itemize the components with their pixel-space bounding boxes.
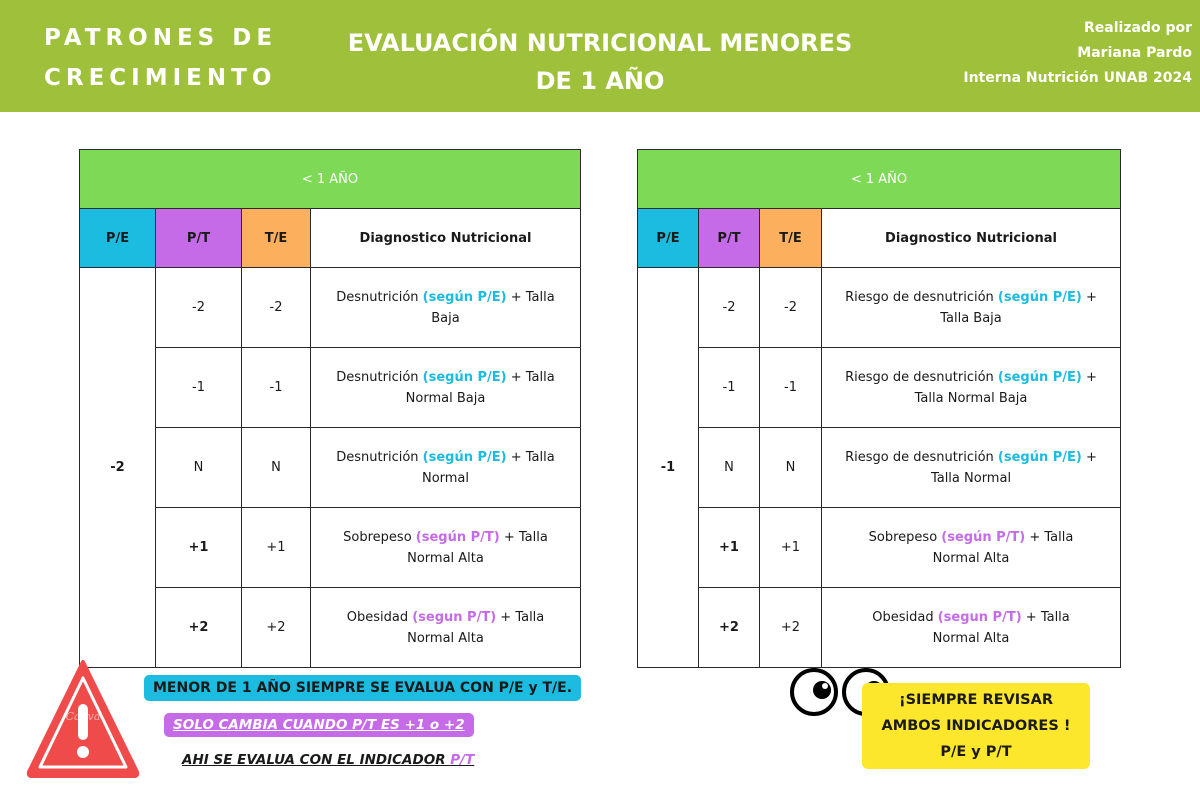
diagnosis-text-mid: + <box>1081 289 1097 305</box>
header-pe: P/E <box>80 209 156 268</box>
diagnosis-criterion: (según P/T) <box>415 529 500 545</box>
diagnosis-text-post: Normal Alta <box>932 550 1010 566</box>
diagnosis-criterion: (según P/E) <box>997 289 1082 305</box>
diagnosis-text: Desnutrición <box>336 289 423 305</box>
diagnosis-text-post: Normal <box>421 470 470 486</box>
page-title-line-2: DE 1 AÑO <box>535 67 665 95</box>
nutrition-table-left <box>79 149 581 668</box>
diagnosis-text: Obesidad <box>872 609 938 625</box>
brand-line-1: PATRONES DE <box>44 25 278 51</box>
diagnosis-text: Sobrepeso <box>868 529 942 545</box>
reminder-note <box>862 683 1090 769</box>
diagnosis-text-mid: + Talla <box>506 449 555 465</box>
credit-line-1: Realizado por <box>1084 20 1192 36</box>
table-row <box>638 348 1121 428</box>
nutrition-table-right <box>637 149 1121 668</box>
header-diagnosis: Diagnostico Nutricional <box>822 209 1121 268</box>
te-value-cell: -1 <box>760 348 822 428</box>
diagnosis-text-mid: + Talla <box>499 529 548 545</box>
table-row <box>80 588 581 668</box>
rule-indicator-accent: P/T <box>450 752 475 768</box>
diagnosis-cell <box>311 348 581 428</box>
diagnosis-text-mid: + Talla <box>506 289 555 305</box>
diagnosis-text-mid: + Talla <box>1021 609 1070 625</box>
table-row <box>80 508 581 588</box>
header-banner <box>0 0 1200 112</box>
diagnosis-cell <box>822 588 1121 668</box>
diagnosis-cell <box>311 508 581 588</box>
reminder-line-3: P/E y P/T <box>940 744 1012 760</box>
pt-value-cell: -1 <box>699 348 760 428</box>
table-row <box>80 268 581 348</box>
diagnosis-cell <box>822 268 1121 348</box>
diagnosis-criterion: (según P/E) <box>422 289 507 305</box>
diagnosis-cell <box>311 268 581 348</box>
te-value-cell: -2 <box>760 268 822 348</box>
page-title-line-1: EVALUACIÓN NUTRICIONAL MENORES <box>347 29 853 57</box>
rule-indicator-note <box>182 752 474 768</box>
diagnosis-text-mid: + Talla <box>1025 529 1074 545</box>
pe-value-cell: -1 <box>638 268 699 668</box>
header-te: T/E <box>242 209 311 268</box>
diagnosis-text: Riesgo de desnutrición <box>845 369 998 385</box>
diagnosis-text: Desnutrición <box>336 369 423 385</box>
te-value-cell: +1 <box>760 508 822 588</box>
te-value-cell: +2 <box>760 588 822 668</box>
header-diagnosis: Diagnostico Nutricional <box>311 209 581 268</box>
header-pt: P/T <box>699 209 760 268</box>
pt-value-cell: +1 <box>699 508 760 588</box>
pt-value-cell: -1 <box>156 348 242 428</box>
diagnosis-text-mid: + Talla <box>506 369 555 385</box>
table-row <box>638 428 1121 508</box>
diagnosis-text-post: Talla Baja <box>940 310 1002 326</box>
diagnosis-criterion: (segun P/T) <box>937 609 1022 625</box>
te-value-cell: -2 <box>242 268 311 348</box>
diagnosis-text: Riesgo de desnutrición <box>845 289 998 305</box>
diagnosis-text-post: Normal Alta <box>407 550 484 566</box>
credit-line-2: Mariana Pardo <box>1077 45 1192 61</box>
te-value-cell: +1 <box>242 508 311 588</box>
page-title <box>320 24 880 100</box>
diagnosis-criterion: (según P/T) <box>941 529 1026 545</box>
brand-line-2: CRECIMIENTO <box>44 65 277 91</box>
header-pe: P/E <box>638 209 699 268</box>
header-te: T/E <box>760 209 822 268</box>
reminder-line-1: ¡SIEMPRE REVISAR <box>898 692 1054 708</box>
pt-value-cell: N <box>699 428 760 508</box>
diagnosis-text-mid: + Talla <box>496 609 545 625</box>
diagnosis-text-mid: + <box>1081 449 1097 465</box>
diagnosis-cell <box>822 348 1121 428</box>
te-value-cell: +2 <box>242 588 311 668</box>
warning-triangle-icon <box>24 656 142 780</box>
diagnosis-cell <box>822 428 1121 508</box>
table-row <box>638 588 1121 668</box>
credit-line-3: Interna Nutrición UNAB 2024 <box>963 70 1192 86</box>
header-pt: P/T <box>156 209 242 268</box>
diagnosis-text: Riesgo de desnutrición <box>845 449 998 465</box>
diagnosis-text-mid: + <box>1081 369 1097 385</box>
diagnosis-text-post: Normal Baja <box>405 390 486 406</box>
rule-main-note: MENOR DE 1 AÑO SIEMPRE SE EVALUA CON P/E y T/E. <box>144 675 581 701</box>
te-value-cell: N <box>760 428 822 508</box>
diagnosis-criterion: (según P/E) <box>422 449 507 465</box>
diagnosis-cell <box>311 588 581 668</box>
table-row <box>80 348 581 428</box>
table-row <box>80 428 581 508</box>
te-value-cell: -1 <box>242 348 311 428</box>
pt-value-cell: -2 <box>156 268 242 348</box>
diagnosis-cell <box>822 508 1121 588</box>
pt-value-cell: -2 <box>699 268 760 348</box>
diagnosis-criterion: (según P/E) <box>997 369 1082 385</box>
rule-indicator-text: AHI SE EVALUA CON EL INDICADOR <box>182 752 451 768</box>
rule-exception-note: SOLO CAMBIA CUANDO P/T ES +1 o +2 <box>164 713 474 737</box>
pt-value-cell: +2 <box>699 588 760 668</box>
table-caption: < 1 AÑO <box>638 150 1121 209</box>
canva-watermark: Canva <box>65 710 101 723</box>
table-row <box>638 508 1121 588</box>
reminder-line-2: AMBOS INDICADORES ! <box>881 718 1071 734</box>
diagnosis-text: Sobrepeso <box>343 529 416 545</box>
diagnosis-criterion: (según P/E) <box>422 369 507 385</box>
table-row <box>638 268 1121 348</box>
diagnosis-criterion: (según P/E) <box>997 449 1082 465</box>
diagnosis-text: Desnutrición <box>336 449 423 465</box>
table-body <box>80 268 581 668</box>
pt-value-cell: N <box>156 428 242 508</box>
diagnosis-text: Obesidad <box>346 609 413 625</box>
diagnosis-text-post: Baja <box>431 310 460 326</box>
table-body <box>638 268 1121 668</box>
diagnosis-text-post: Talla Normal Baja <box>914 390 1028 406</box>
pt-value-cell: +2 <box>156 588 242 668</box>
diagnosis-text-post: Talla Normal <box>930 470 1012 486</box>
brand-title <box>44 18 294 98</box>
te-value-cell: N <box>242 428 311 508</box>
pe-value-cell: -2 <box>80 268 156 668</box>
diagnosis-text-post: Normal Alta <box>407 630 484 646</box>
diagnosis-cell <box>311 428 581 508</box>
diagnosis-criterion: (segun P/T) <box>412 609 497 625</box>
pt-value-cell: +1 <box>156 508 242 588</box>
author-credits <box>892 16 1192 91</box>
table-caption: < 1 AÑO <box>80 150 581 209</box>
diagnosis-text-post: Normal Alta <box>932 630 1010 646</box>
